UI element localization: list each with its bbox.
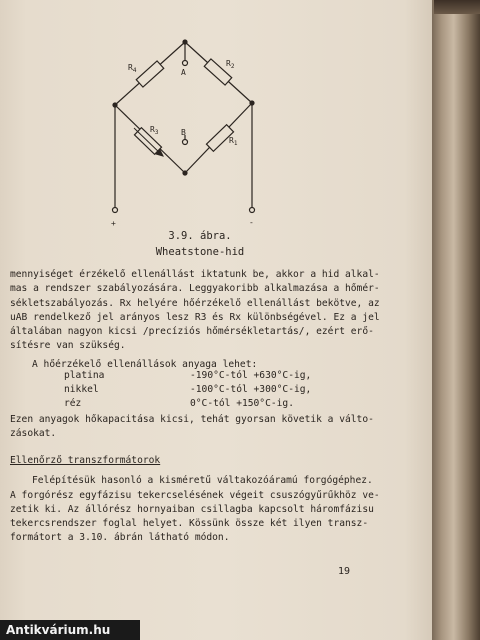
text-line: Ezen anyagok hőkapacitása kicsi, tehát gyorsan követik a válto-: [10, 414, 374, 425]
text-line: formátort a 3.10. ábrán látható módon.: [10, 532, 230, 544]
node-dot: [183, 40, 187, 44]
node-dot: [250, 101, 254, 105]
label-plus: +: [111, 219, 116, 228]
label-a: A: [181, 68, 186, 77]
label-minus: -: [249, 218, 254, 227]
materials-intro: A hőérzékelő ellenállások anyaga lehet:: [32, 358, 258, 370]
label-r1: $R_1$: [229, 136, 238, 147]
figure-title: Wheatstone-hid: [155, 246, 245, 258]
material-name: platina: [64, 370, 105, 381]
terminal-minus: [250, 208, 255, 213]
material-range: 0°C-tól +150°C-ig.: [190, 398, 294, 409]
page-number: 19: [338, 566, 351, 577]
material-range: -190°C-tól +630°C-ig,: [190, 370, 312, 381]
material-range: -100°C-tól +300°C-ig,: [190, 384, 312, 395]
label-r3: $R_3$: [150, 125, 159, 136]
text-line: mas a rendszer szabályozására. Leggyakoribb alkalmazása a hőmér-: [10, 283, 380, 295]
text-line: mennyiséget érzékelő ellenállást iktatunk be, akkor a hid alkal-: [10, 269, 380, 280]
text-line: tekercsrendszer foglal helyet. Kössünk össze két ilyen transz-: [10, 518, 369, 530]
label-b: B: [181, 128, 186, 137]
text-line: A forgórész egyfázisu tekercselésének végeit csuszógyűrűkhöz ve-: [10, 489, 380, 501]
section-heading: Ellenőrző transzformátorok: [10, 455, 161, 466]
material-name: réz: [64, 398, 82, 409]
page-body: [10, 268, 390, 372]
watermark-logo: Antikvárium.hu: [0, 620, 140, 640]
resistor-r4: [136, 61, 163, 87]
terminal-plus: [113, 208, 118, 213]
material-name: nikkel: [64, 384, 99, 395]
book-spine: [432, 0, 480, 640]
text-line: zásokat.: [10, 428, 57, 440]
text-line: sékletszabályozás. Rx helyére hőérzékelő ellenállást bekötve, az: [10, 297, 380, 309]
page-body-3: [10, 454, 390, 546]
figure-number: 3.9. ábra.: [168, 230, 232, 242]
label-r2: $R_2$: [226, 59, 235, 70]
node-dot: [113, 103, 117, 107]
terminal-a: [183, 61, 188, 66]
node-dot: [183, 171, 187, 175]
text-line: sítésre van szükség.: [10, 340, 126, 352]
terminal-b: [183, 140, 188, 145]
page-body-2: [10, 413, 390, 442]
text-line: általában nagyon kicsi /precíziós hőmérsékletartás/, ezért erő-: [10, 326, 374, 338]
text-line: zetik ki. Az állórész hornyaiban csillagba kapcsolt háromfázisu: [10, 503, 374, 515]
page-edge: [434, 0, 480, 14]
label-r4: $R_4$: [128, 63, 137, 74]
text-line: Felépítésük hasonló a kisméretű váltakozóáramú forgógéphez.: [32, 475, 373, 487]
text-line: uAB rendelkező jel arányos lesz R3 és Rx különbségével. Ez a jel: [10, 311, 380, 323]
